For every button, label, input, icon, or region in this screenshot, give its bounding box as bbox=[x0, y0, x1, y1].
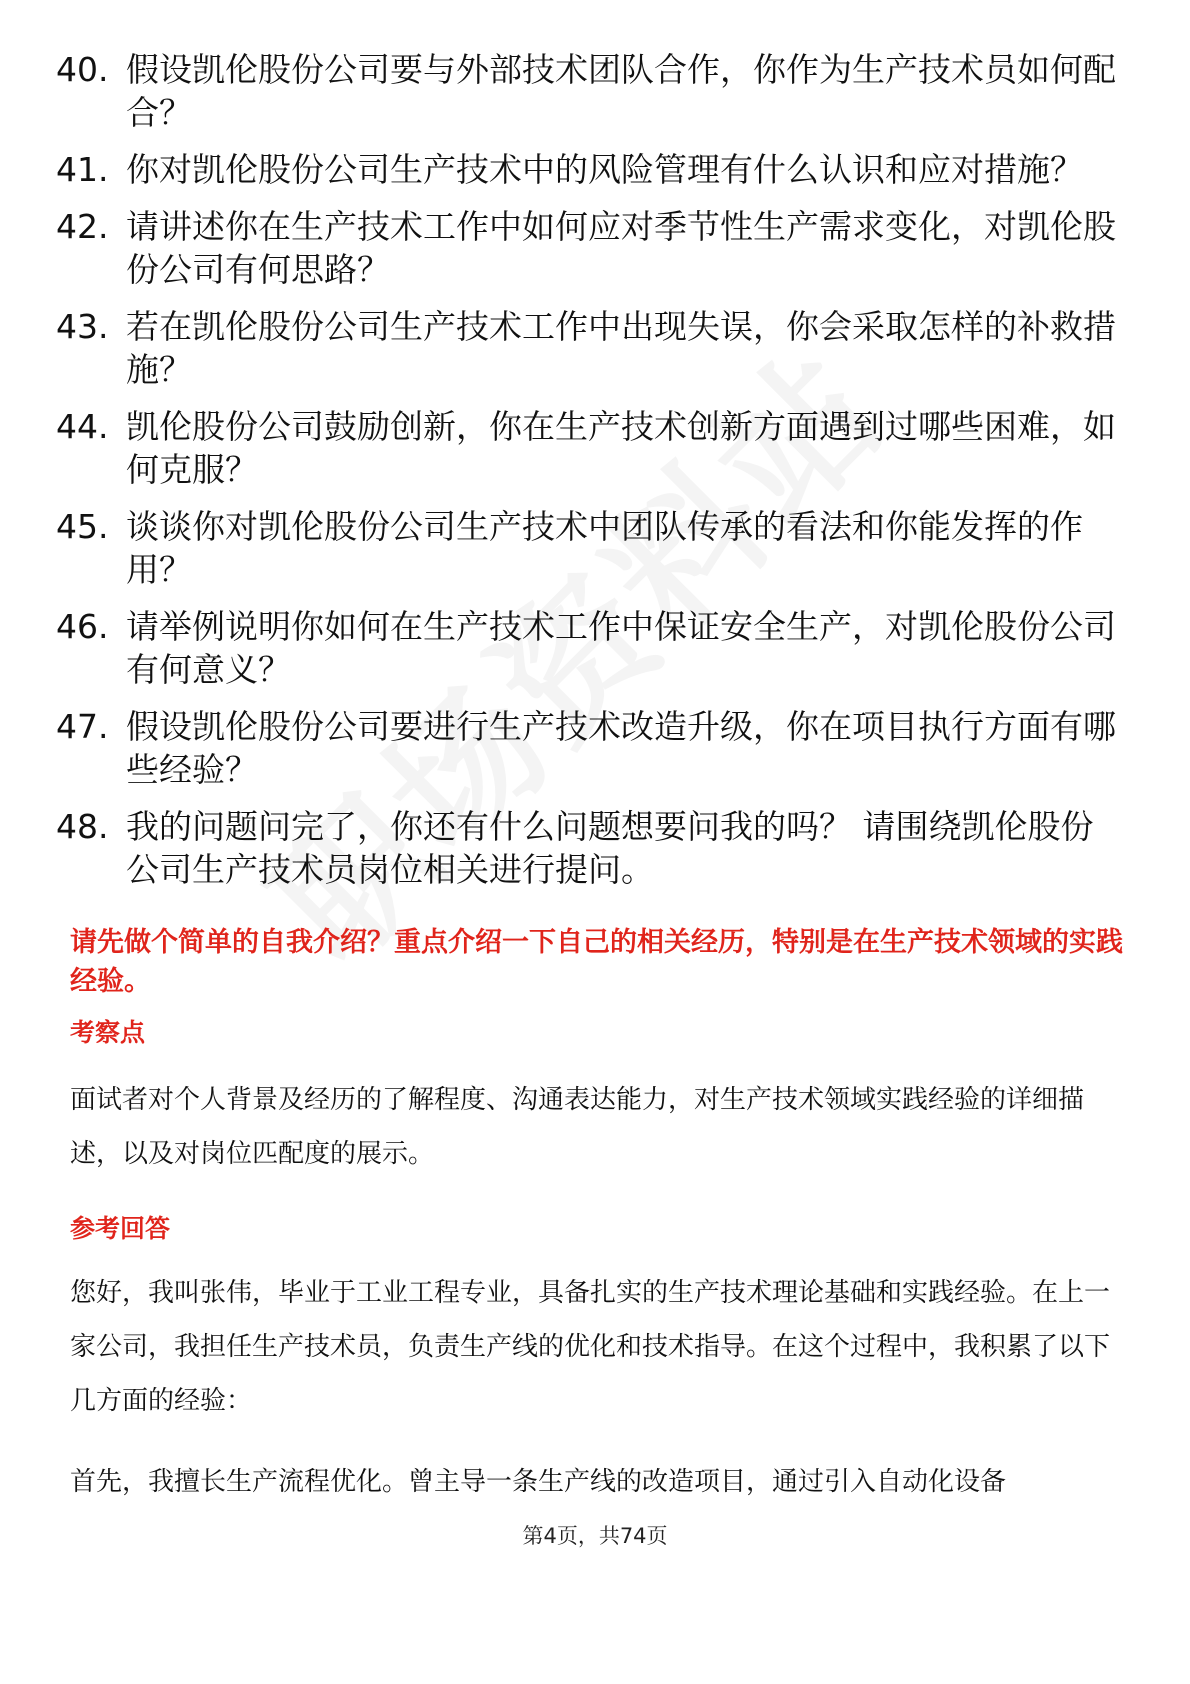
question-text: 我的问题问完了，你还有什么问题想要问我的吗？ 请围绕凯伦股份公司生产技术员岗位相关进行提问。 bbox=[126, 807, 1094, 889]
question-number: 46. bbox=[56, 607, 109, 646]
question-number: 45. bbox=[56, 507, 109, 546]
question-text: 你对凯伦股份公司生产技术中的风险管理有什么认识和应对措施？ bbox=[126, 150, 1083, 189]
question-number: 47. bbox=[56, 707, 109, 746]
question-item bbox=[56, 48, 1126, 134]
question-text: 假设凯伦股份公司要与外部技术团队合作，你作为生产技术员如何配合？ bbox=[126, 50, 1116, 132]
question-item bbox=[56, 305, 1126, 391]
question-text: 若在凯伦股份公司生产技术工作中出现失误，你会采取怎样的补救措施？ bbox=[126, 307, 1116, 389]
question-item bbox=[56, 705, 1126, 791]
question-number: 42. bbox=[56, 207, 109, 246]
question-item bbox=[56, 805, 1126, 891]
question-number: 48. bbox=[56, 807, 109, 846]
question-number: 40. bbox=[56, 50, 109, 89]
question-text: 假设凯伦股份公司要进行生产技术改造升级，你在项目执行方面有哪些经验？ bbox=[126, 707, 1116, 789]
reference-paragraph: 您好，我叫张伟，毕业于工业工程专业，具备扎实的生产技术理论基础和实践经验。在上一家公司，我担任生产技术员，负责生产线的优化和技术指导。在这个过程中，我积累了以下几方面的经验： bbox=[70, 1278, 1111, 1416]
question-item bbox=[56, 405, 1126, 491]
focus-question: 请先做个简单的自我介绍？重点介绍一下自己的相关经历，特别是在生产技术领域的实践经验。 bbox=[70, 927, 1123, 997]
reference-paragraph: 首先，我擅长生产流程优化。曾主导一条生产线的改造项目，通过引入自动化设备 bbox=[70, 1467, 1007, 1497]
question-item bbox=[56, 205, 1126, 291]
reference-heading: 参考回答 bbox=[70, 1214, 171, 1243]
question-text: 请举例说明你如何在生产技术工作中保证安全生产，对凯伦股份公司有何意义？ bbox=[126, 607, 1116, 689]
assessment-text: 面试者对个人背景及经历的了解程度、沟通表达能力，对生产技术领域实践经验的详细描述，以及对岗位匹配度的展示。 bbox=[70, 1085, 1085, 1169]
question-number: 43. bbox=[56, 307, 109, 346]
question-list bbox=[56, 48, 1126, 905]
assessment-heading: 考察点 bbox=[70, 1018, 146, 1047]
question-item bbox=[56, 605, 1126, 691]
question-number: 44. bbox=[56, 407, 109, 446]
question-item bbox=[56, 148, 1126, 191]
question-text: 凯伦股份公司鼓励创新，你在生产技术创新方面遇到过哪些困难，如何克服？ bbox=[126, 407, 1116, 489]
page-footer: 第4页，共74页 bbox=[522, 1524, 668, 1548]
question-number: 41. bbox=[56, 150, 109, 189]
question-text: 谈谈你对凯伦股份公司生产技术中团队传承的看法和你能发挥的作用？ bbox=[126, 507, 1083, 589]
question-text: 请讲述你在生产技术工作中如何应对季节性生产需求变化，对凯伦股份公司有何思路？ bbox=[126, 207, 1116, 289]
question-item bbox=[56, 505, 1126, 591]
